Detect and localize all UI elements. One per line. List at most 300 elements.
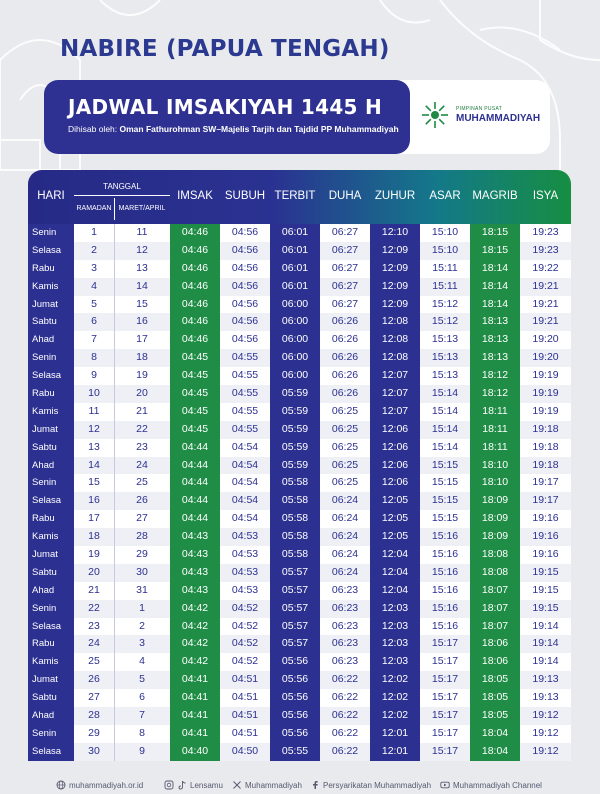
terbit-time-cell: 05:58 bbox=[270, 528, 320, 546]
maret-april-date-cell: 19 bbox=[114, 367, 170, 385]
subuh-time-cell: 04:53 bbox=[220, 528, 270, 546]
subuh-time-cell: 04:54 bbox=[220, 510, 270, 528]
duha-time-cell: 06:23 bbox=[320, 653, 370, 671]
magrib-time-cell: 18:11 bbox=[470, 421, 520, 439]
terbit-time-cell: 05:59 bbox=[270, 421, 320, 439]
maret-april-date-cell: 6 bbox=[114, 689, 170, 707]
day-cell: Rabu bbox=[28, 635, 74, 653]
day-cell: Kamis bbox=[28, 528, 74, 546]
day-cell: Ahad bbox=[28, 457, 74, 475]
asar-time-cell: 15:16 bbox=[420, 528, 470, 546]
maret-april-date-cell: 26 bbox=[114, 492, 170, 510]
tanggal-separator bbox=[114, 278, 115, 296]
zuhur-time-cell: 12:05 bbox=[370, 528, 420, 546]
col-subuh: SUBUH bbox=[224, 190, 266, 202]
imsak-time-cell: 04:45 bbox=[170, 385, 220, 403]
magrib-time-cell: 18:11 bbox=[470, 439, 520, 457]
terbit-time-cell: 05:57 bbox=[270, 635, 320, 653]
day-cell: Selasa bbox=[28, 367, 74, 385]
col-magrib: MAGRIB bbox=[472, 190, 518, 202]
ramadan-date-cell: 5 bbox=[74, 296, 114, 314]
isya-time-cell: 19:13 bbox=[520, 671, 571, 689]
magrib-time-cell: 18:10 bbox=[470, 474, 520, 492]
magrib-time-cell: 18:07 bbox=[470, 600, 520, 618]
asar-time-cell: 15:17 bbox=[420, 725, 470, 743]
tanggal-separator bbox=[114, 296, 115, 314]
terbit-time-cell: 06:01 bbox=[270, 224, 320, 242]
magrib-time-cell: 18:06 bbox=[470, 635, 520, 653]
asar-time-cell: 15:16 bbox=[420, 618, 470, 636]
table-row bbox=[28, 546, 571, 564]
duha-time-cell: 06:27 bbox=[320, 242, 370, 260]
ramadan-date-cell: 20 bbox=[74, 564, 114, 582]
magrib-time-cell: 18:15 bbox=[470, 224, 520, 242]
col-terbit: TERBIT bbox=[274, 190, 316, 202]
table-row bbox=[28, 349, 571, 367]
zuhur-time-cell: 12:01 bbox=[370, 743, 420, 761]
ramadan-date-cell: 26 bbox=[74, 671, 114, 689]
day-cell: Sabtu bbox=[28, 689, 74, 707]
tanggal-separator bbox=[114, 546, 115, 564]
imsak-time-cell: 04:42 bbox=[170, 653, 220, 671]
terbit-time-cell: 05:57 bbox=[270, 564, 320, 582]
x-twitter-icon bbox=[232, 780, 242, 790]
duha-time-cell: 06:23 bbox=[320, 635, 370, 653]
isya-time-cell: 19:14 bbox=[520, 635, 571, 653]
terbit-time-cell: 06:00 bbox=[270, 296, 320, 314]
terbit-time-cell: 05:55 bbox=[270, 743, 320, 761]
table-row bbox=[28, 385, 571, 403]
subuh-time-cell: 04:56 bbox=[220, 331, 270, 349]
maret-april-date-cell: 2 bbox=[114, 618, 170, 636]
magrib-time-cell: 18:14 bbox=[470, 260, 520, 278]
table-row bbox=[28, 296, 571, 314]
duha-time-cell: 06:27 bbox=[320, 296, 370, 314]
magrib-time-cell: 18:13 bbox=[470, 349, 520, 367]
table-row bbox=[28, 242, 571, 260]
magrib-time-cell: 18:04 bbox=[470, 743, 520, 761]
imsak-time-cell: 04:45 bbox=[170, 403, 220, 421]
imsak-time-cell: 04:44 bbox=[170, 457, 220, 475]
ramadan-date-cell: 13 bbox=[74, 439, 114, 457]
terbit-time-cell: 05:59 bbox=[270, 403, 320, 421]
footer-facebook-text: Persyarikatan Muhammadiyah bbox=[323, 780, 432, 790]
maret-april-date-cell: 20 bbox=[114, 385, 170, 403]
duha-time-cell: 06:22 bbox=[320, 671, 370, 689]
subuh-time-cell: 04:55 bbox=[220, 385, 270, 403]
terbit-time-cell: 06:00 bbox=[270, 331, 320, 349]
ramadan-date-cell: 30 bbox=[74, 743, 114, 761]
subuh-time-cell: 04:53 bbox=[220, 582, 270, 600]
isya-time-cell: 19:19 bbox=[520, 403, 571, 421]
day-cell: Senin bbox=[28, 224, 74, 242]
isya-time-cell: 19:12 bbox=[520, 725, 571, 743]
duha-time-cell: 06:22 bbox=[320, 707, 370, 725]
imsak-time-cell: 04:46 bbox=[170, 260, 220, 278]
isya-time-cell: 19:21 bbox=[520, 278, 571, 296]
table-row bbox=[28, 421, 571, 439]
magrib-time-cell: 18:10 bbox=[470, 457, 520, 475]
duha-time-cell: 06:23 bbox=[320, 600, 370, 618]
tanggal-separator bbox=[114, 385, 115, 403]
imsak-time-cell: 04:43 bbox=[170, 546, 220, 564]
magrib-time-cell: 18:08 bbox=[470, 546, 520, 564]
subuh-time-cell: 04:56 bbox=[220, 224, 270, 242]
zuhur-time-cell: 12:04 bbox=[370, 582, 420, 600]
isya-time-cell: 19:22 bbox=[520, 260, 571, 278]
ramadan-date-cell: 12 bbox=[74, 421, 114, 439]
ramadan-date-cell: 16 bbox=[74, 492, 114, 510]
tanggal-separator bbox=[114, 618, 115, 636]
day-cell: Selasa bbox=[28, 492, 74, 510]
duha-time-cell: 06:24 bbox=[320, 564, 370, 582]
maret-april-date-cell: 24 bbox=[114, 457, 170, 475]
subuh-time-cell: 04:56 bbox=[220, 242, 270, 260]
terbit-time-cell: 05:58 bbox=[270, 546, 320, 564]
footer-instagram-tiktok[interactable] bbox=[164, 780, 223, 790]
asar-time-cell: 15:10 bbox=[420, 242, 470, 260]
maret-april-date-cell: 31 bbox=[114, 582, 170, 600]
subuh-time-cell: 04:56 bbox=[220, 260, 270, 278]
table-row bbox=[28, 707, 571, 725]
duha-time-cell: 06:24 bbox=[320, 528, 370, 546]
subuh-time-cell: 04:52 bbox=[220, 600, 270, 618]
zuhur-time-cell: 12:03 bbox=[370, 653, 420, 671]
tiktok-icon bbox=[177, 780, 187, 790]
maret-april-date-cell: 17 bbox=[114, 331, 170, 349]
subuh-time-cell: 04:52 bbox=[220, 635, 270, 653]
imsak-time-cell: 04:46 bbox=[170, 313, 220, 331]
duha-time-cell: 06:24 bbox=[320, 510, 370, 528]
isya-time-cell: 19:17 bbox=[520, 474, 571, 492]
day-cell: Selasa bbox=[28, 242, 74, 260]
col-tanggal: TANGGAL bbox=[103, 182, 141, 191]
magrib-time-cell: 18:09 bbox=[470, 510, 520, 528]
isya-time-cell: 19:15 bbox=[520, 582, 571, 600]
imsak-time-cell: 04:43 bbox=[170, 582, 220, 600]
zuhur-time-cell: 12:03 bbox=[370, 618, 420, 636]
isya-time-cell: 19:23 bbox=[520, 224, 571, 242]
zuhur-time-cell: 12:10 bbox=[370, 224, 420, 242]
isya-time-cell: 19:18 bbox=[520, 457, 571, 475]
table-row bbox=[28, 457, 571, 475]
isya-time-cell: 19:15 bbox=[520, 564, 571, 582]
table-row bbox=[28, 653, 571, 671]
schedule-subtitle bbox=[68, 124, 399, 134]
asar-time-cell: 15:14 bbox=[420, 421, 470, 439]
table-row bbox=[28, 367, 571, 385]
footer bbox=[0, 776, 600, 794]
ramadan-date-cell: 29 bbox=[74, 725, 114, 743]
day-cell: Sabtu bbox=[28, 439, 74, 457]
asar-time-cell: 15:14 bbox=[420, 403, 470, 421]
duha-time-cell: 06:26 bbox=[320, 331, 370, 349]
ramadan-date-cell: 25 bbox=[74, 653, 114, 671]
day-cell: Jumat bbox=[28, 296, 74, 314]
table-row bbox=[28, 331, 571, 349]
ramadan-date-cell: 21 bbox=[74, 582, 114, 600]
table-row bbox=[28, 671, 571, 689]
tanggal-separator bbox=[114, 457, 115, 475]
tanggal-separator bbox=[114, 474, 115, 492]
subtitle-author: Oman Fathurohman SW–Majelis Tarjih dan Tajdid PP Muhammadiyah bbox=[119, 124, 399, 134]
day-cell: Kamis bbox=[28, 403, 74, 421]
imsak-time-cell: 04:46 bbox=[170, 224, 220, 242]
tanggal-separator bbox=[114, 582, 115, 600]
terbit-time-cell: 05:58 bbox=[270, 474, 320, 492]
table-row bbox=[28, 635, 571, 653]
tanggal-separator bbox=[114, 725, 115, 743]
duha-time-cell: 06:26 bbox=[320, 349, 370, 367]
ramadan-date-cell: 14 bbox=[74, 457, 114, 475]
asar-time-cell: 15:11 bbox=[420, 278, 470, 296]
magrib-time-cell: 18:09 bbox=[470, 528, 520, 546]
terbit-time-cell: 05:59 bbox=[270, 385, 320, 403]
asar-time-cell: 15:17 bbox=[420, 743, 470, 761]
table-row bbox=[28, 403, 571, 421]
col-hari: HARI bbox=[37, 190, 65, 202]
day-cell: Selasa bbox=[28, 743, 74, 761]
day-cell: Rabu bbox=[28, 510, 74, 528]
tanggal-separator bbox=[114, 224, 115, 242]
table-row bbox=[28, 278, 571, 296]
subuh-time-cell: 04:51 bbox=[220, 671, 270, 689]
terbit-time-cell: 05:57 bbox=[270, 582, 320, 600]
subuh-time-cell: 04:55 bbox=[220, 421, 270, 439]
table-row bbox=[28, 260, 571, 278]
subuh-time-cell: 04:54 bbox=[220, 474, 270, 492]
maret-april-date-cell: 15 bbox=[114, 296, 170, 314]
day-cell: Ahad bbox=[28, 582, 74, 600]
zuhur-time-cell: 12:09 bbox=[370, 242, 420, 260]
zuhur-time-cell: 12:05 bbox=[370, 492, 420, 510]
subuh-time-cell: 04:55 bbox=[220, 367, 270, 385]
subuh-time-cell: 04:51 bbox=[220, 689, 270, 707]
asar-time-cell: 15:13 bbox=[420, 331, 470, 349]
imsak-time-cell: 04:43 bbox=[170, 564, 220, 582]
zuhur-time-cell: 12:07 bbox=[370, 403, 420, 421]
day-cell: Kamis bbox=[28, 278, 74, 296]
isya-time-cell: 19:21 bbox=[520, 296, 571, 314]
col-duha: DUHA bbox=[328, 190, 362, 202]
maret-april-date-cell: 30 bbox=[114, 564, 170, 582]
zuhur-time-cell: 12:01 bbox=[370, 725, 420, 743]
tanggal-separator bbox=[114, 528, 115, 546]
footer-lensamu-text: Lensamu bbox=[190, 780, 223, 790]
terbit-time-cell: 06:01 bbox=[270, 242, 320, 260]
col-imsak: IMSAK bbox=[177, 190, 213, 202]
maret-april-date-cell: 7 bbox=[114, 707, 170, 725]
logo-small-text: PIMPINAN PUSAT bbox=[456, 106, 503, 112]
ramadan-date-cell: 3 bbox=[74, 260, 114, 278]
zuhur-time-cell: 12:06 bbox=[370, 421, 420, 439]
footer-x[interactable] bbox=[232, 780, 302, 790]
magrib-time-cell: 18:12 bbox=[470, 385, 520, 403]
magrib-time-cell: 18:14 bbox=[470, 278, 520, 296]
tanggal-separator bbox=[114, 689, 115, 707]
day-cell: Senin bbox=[28, 725, 74, 743]
imsak-time-cell: 04:44 bbox=[170, 439, 220, 457]
maret-april-date-cell: 29 bbox=[114, 546, 170, 564]
youtube-icon bbox=[440, 780, 450, 790]
col-ramadan: RAMADAN bbox=[76, 205, 112, 212]
isya-time-cell: 19:16 bbox=[520, 510, 571, 528]
maret-april-date-cell: 16 bbox=[114, 313, 170, 331]
imsak-time-cell: 04:41 bbox=[170, 725, 220, 743]
table-row bbox=[28, 510, 571, 528]
asar-time-cell: 15:17 bbox=[420, 653, 470, 671]
subuh-time-cell: 04:54 bbox=[220, 439, 270, 457]
subuh-time-cell: 04:54 bbox=[220, 492, 270, 510]
ramadan-date-cell: 11 bbox=[74, 403, 114, 421]
imsak-time-cell: 04:44 bbox=[170, 492, 220, 510]
ramadan-date-cell: 7 bbox=[74, 331, 114, 349]
subuh-time-cell: 04:54 bbox=[220, 457, 270, 475]
tanggal-separator bbox=[114, 367, 115, 385]
isya-time-cell: 19:17 bbox=[520, 492, 571, 510]
subuh-time-cell: 04:53 bbox=[220, 564, 270, 582]
maret-april-date-cell: 9 bbox=[114, 743, 170, 761]
duha-time-cell: 06:25 bbox=[320, 439, 370, 457]
asar-time-cell: 15:16 bbox=[420, 564, 470, 582]
tanggal-separator bbox=[114, 653, 115, 671]
duha-time-cell: 06:23 bbox=[320, 582, 370, 600]
zuhur-time-cell: 12:06 bbox=[370, 474, 420, 492]
maret-april-date-cell: 8 bbox=[114, 725, 170, 743]
magrib-time-cell: 18:07 bbox=[470, 582, 520, 600]
subuh-time-cell: 04:55 bbox=[220, 403, 270, 421]
ramadan-date-cell: 24 bbox=[74, 635, 114, 653]
duha-time-cell: 06:22 bbox=[320, 743, 370, 761]
tanggal-separator bbox=[114, 707, 115, 725]
asar-time-cell: 15:17 bbox=[420, 689, 470, 707]
asar-time-cell: 15:16 bbox=[420, 600, 470, 618]
day-cell: Rabu bbox=[28, 385, 74, 403]
imsak-time-cell: 04:46 bbox=[170, 278, 220, 296]
asar-time-cell: 15:17 bbox=[420, 707, 470, 725]
terbit-time-cell: 05:56 bbox=[270, 671, 320, 689]
table-row bbox=[28, 618, 571, 636]
magrib-time-cell: 18:13 bbox=[470, 331, 520, 349]
imsak-time-cell: 04:46 bbox=[170, 296, 220, 314]
isya-time-cell: 19:18 bbox=[520, 439, 571, 457]
maret-april-date-cell: 5 bbox=[114, 671, 170, 689]
zuhur-time-cell: 12:02 bbox=[370, 689, 420, 707]
tanggal-separator bbox=[114, 510, 115, 528]
zuhur-time-cell: 12:04 bbox=[370, 564, 420, 582]
magrib-time-cell: 18:05 bbox=[470, 689, 520, 707]
tanggal-divider bbox=[74, 195, 170, 196]
magrib-time-cell: 18:07 bbox=[470, 618, 520, 636]
maret-april-date-cell: 11 bbox=[114, 224, 170, 242]
day-cell: Senin bbox=[28, 349, 74, 367]
duha-time-cell: 06:25 bbox=[320, 403, 370, 421]
day-cell: Jumat bbox=[28, 546, 74, 564]
subuh-time-cell: 04:53 bbox=[220, 546, 270, 564]
table-row bbox=[28, 224, 571, 242]
duha-time-cell: 06:26 bbox=[320, 367, 370, 385]
zuhur-time-cell: 12:03 bbox=[370, 635, 420, 653]
magrib-time-cell: 18:05 bbox=[470, 671, 520, 689]
ramadan-date-cell: 4 bbox=[74, 278, 114, 296]
ramadan-date-cell: 1 bbox=[74, 224, 114, 242]
imsak-time-cell: 04:40 bbox=[170, 743, 220, 761]
subtitle-prefix: Dihisab oleh: bbox=[68, 124, 120, 134]
magrib-time-cell: 18:05 bbox=[470, 707, 520, 725]
maret-april-date-cell: 13 bbox=[114, 260, 170, 278]
logo-main-text: MUHAMMADIYAH bbox=[456, 113, 541, 124]
zuhur-time-cell: 12:08 bbox=[370, 331, 420, 349]
day-cell: Senin bbox=[28, 474, 74, 492]
isya-time-cell: 19:15 bbox=[520, 600, 571, 618]
duha-time-cell: 06:27 bbox=[320, 278, 370, 296]
footer-youtube[interactable] bbox=[440, 780, 542, 790]
maret-april-date-cell: 27 bbox=[114, 510, 170, 528]
day-cell: Rabu bbox=[28, 260, 74, 278]
schedule-table bbox=[28, 170, 571, 761]
maret-april-date-cell: 4 bbox=[114, 653, 170, 671]
tanggal-separator bbox=[114, 421, 115, 439]
imsak-time-cell: 04:42 bbox=[170, 635, 220, 653]
zuhur-time-cell: 12:08 bbox=[370, 313, 420, 331]
imsak-time-cell: 04:41 bbox=[170, 707, 220, 725]
ramadan-date-cell: 23 bbox=[74, 618, 114, 636]
duha-time-cell: 06:25 bbox=[320, 457, 370, 475]
day-cell: Sabtu bbox=[28, 564, 74, 582]
duha-time-cell: 06:25 bbox=[320, 474, 370, 492]
maret-april-date-cell: 23 bbox=[114, 439, 170, 457]
zuhur-time-cell: 12:05 bbox=[370, 510, 420, 528]
magrib-time-cell: 18:08 bbox=[470, 564, 520, 582]
terbit-time-cell: 05:57 bbox=[270, 600, 320, 618]
imsak-time-cell: 04:43 bbox=[170, 528, 220, 546]
zuhur-time-cell: 12:04 bbox=[370, 546, 420, 564]
footer-website[interactable] bbox=[56, 780, 143, 790]
terbit-time-cell: 05:58 bbox=[270, 510, 320, 528]
imsak-time-cell: 04:45 bbox=[170, 349, 220, 367]
table-row bbox=[28, 725, 571, 743]
duha-time-cell: 06:24 bbox=[320, 492, 370, 510]
terbit-time-cell: 06:00 bbox=[270, 367, 320, 385]
duha-time-cell: 06:27 bbox=[320, 224, 370, 242]
maret-april-date-cell: 22 bbox=[114, 421, 170, 439]
maret-april-date-cell: 28 bbox=[114, 528, 170, 546]
asar-time-cell: 15:15 bbox=[420, 492, 470, 510]
footer-facebook[interactable] bbox=[310, 780, 431, 790]
zuhur-time-cell: 12:02 bbox=[370, 707, 420, 725]
day-cell: Sabtu bbox=[28, 313, 74, 331]
ramadan-date-cell: 18 bbox=[74, 528, 114, 546]
day-cell: Selasa bbox=[28, 618, 74, 636]
asar-time-cell: 15:14 bbox=[420, 385, 470, 403]
isya-time-cell: 19:16 bbox=[520, 546, 571, 564]
isya-time-cell: 19:19 bbox=[520, 385, 571, 403]
col-isya: ISYA bbox=[532, 190, 559, 202]
terbit-time-cell: 05:59 bbox=[270, 457, 320, 475]
isya-time-cell: 19:14 bbox=[520, 618, 571, 636]
terbit-time-cell: 05:56 bbox=[270, 707, 320, 725]
terbit-time-cell: 06:01 bbox=[270, 260, 320, 278]
day-cell: Ahad bbox=[28, 331, 74, 349]
table-row bbox=[28, 528, 571, 546]
imsak-time-cell: 04:42 bbox=[170, 600, 220, 618]
imsak-time-cell: 04:44 bbox=[170, 510, 220, 528]
subuh-time-cell: 04:56 bbox=[220, 313, 270, 331]
duha-time-cell: 06:22 bbox=[320, 725, 370, 743]
isya-time-cell: 19:13 bbox=[520, 689, 571, 707]
isya-time-cell: 19:12 bbox=[520, 707, 571, 725]
terbit-time-cell: 05:57 bbox=[270, 618, 320, 636]
